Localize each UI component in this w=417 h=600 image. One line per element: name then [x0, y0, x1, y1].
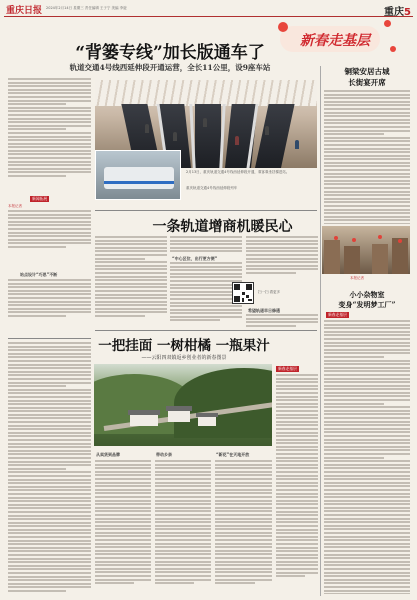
qr-caption: 扫一扫 看更多 — [258, 290, 281, 294]
story3-subheadline: ——云阳四双镇返乡创业者的新春图景 — [141, 355, 227, 361]
train-inset-photo — [95, 150, 181, 200]
story3-body-col2 — [155, 460, 211, 594]
issue-meta: 2024年2月14日 星期三 责任编辑 王子宁 美编 李旋 — [46, 6, 127, 10]
story3-body-col2b — [215, 460, 272, 594]
story3-subhead-b: 带动乡亲 — [156, 452, 172, 457]
lantern-icon — [334, 236, 338, 240]
village-house — [130, 414, 158, 426]
column-divider — [320, 66, 321, 596]
section-tag: 新闻拓展 — [32, 196, 48, 201]
passenger — [145, 124, 149, 133]
passenger — [173, 132, 177, 141]
story3-subhead-a: 从卖货到品牌 — [96, 452, 120, 457]
sidebar-body-2 — [8, 279, 91, 335]
escalator — [255, 104, 295, 168]
ancient-town-photo — [322, 226, 410, 274]
lantern-icon — [398, 239, 402, 243]
story2-body-col1 — [95, 236, 167, 332]
story2-subhead-2: 希望轨道早日修通 — [248, 308, 280, 313]
right-story2-body — [324, 320, 410, 594]
masthead — [4, 3, 413, 17]
newspaper-logo: 重庆日报 — [6, 6, 43, 16]
story3-body-col3 — [276, 374, 318, 594]
passenger — [203, 118, 207, 127]
section-divider — [95, 330, 317, 331]
village-landscape-photo — [94, 364, 272, 446]
story3-headline: 一把挂面 一树柑橘 一瓶果汁 — [98, 338, 270, 354]
story2-headline: 一条轨道增商机暖民心 — [152, 219, 293, 235]
story1-body-left — [8, 78, 91, 193]
story3-tag: 新春走基层 — [278, 366, 297, 371]
left-bottom-body — [8, 342, 91, 594]
sidebar-subhead: 站点设计“巧思”不断 — [20, 272, 58, 277]
right-story1-headline-1: 铜梁安居古城 — [344, 67, 390, 76]
section-divider — [95, 210, 317, 211]
lantern-icon — [352, 238, 356, 242]
banner-title: 新春走基层 — [300, 33, 370, 49]
train-stripe — [104, 181, 174, 184]
escalator — [195, 104, 221, 168]
passenger — [295, 140, 299, 149]
story3-subhead-c: “新花”在天地开放 — [216, 452, 250, 457]
right-story1-body — [324, 90, 410, 224]
edition-label: 重庆5 — [384, 7, 411, 18]
right-story1-headline-2: 长街宴开席 — [348, 78, 386, 87]
right-story1-byline: 本报记者 — [350, 276, 364, 280]
sidebar-byline: 本报记者 — [8, 204, 22, 208]
story2-body-col3 — [246, 236, 318, 280]
passenger — [265, 126, 269, 135]
section-divider — [8, 338, 91, 339]
right-story2-headline-1: 小小杂物室 — [349, 290, 385, 299]
station-ceiling — [95, 80, 317, 106]
story2-subhead-1: “中心区位，出行更方便” — [172, 256, 218, 261]
village-house — [168, 410, 190, 422]
plum-blossom-icon — [278, 22, 288, 32]
passenger — [235, 136, 239, 145]
photo-caption: 2月13日，重庆轨道交通4号线西延伸段开通，乘客乘坐扶梯进站。 — [186, 170, 290, 174]
village-house — [198, 416, 216, 426]
lantern-icon — [378, 235, 382, 239]
right-story2-tag: 新春走基层 — [328, 312, 347, 317]
main-headline: “背篓专线”加长版通车了 — [75, 43, 265, 63]
sidebar-body — [8, 210, 91, 270]
main-subheadline: 轨道交通4号线西延伸段开通运营，全长11公里，设9座车站 — [69, 63, 271, 72]
story3-body-col1 — [95, 460, 151, 594]
plum-blossom-icon — [390, 46, 396, 52]
plum-blossom-icon — [384, 20, 391, 27]
right-story2-headline-2: 变身“发明梦工厂” — [338, 300, 396, 309]
train — [104, 167, 174, 189]
inset-caption: 重庆轨道交通4号线西延伸段列车 — [186, 186, 238, 190]
qr-code[interactable] — [232, 282, 254, 304]
